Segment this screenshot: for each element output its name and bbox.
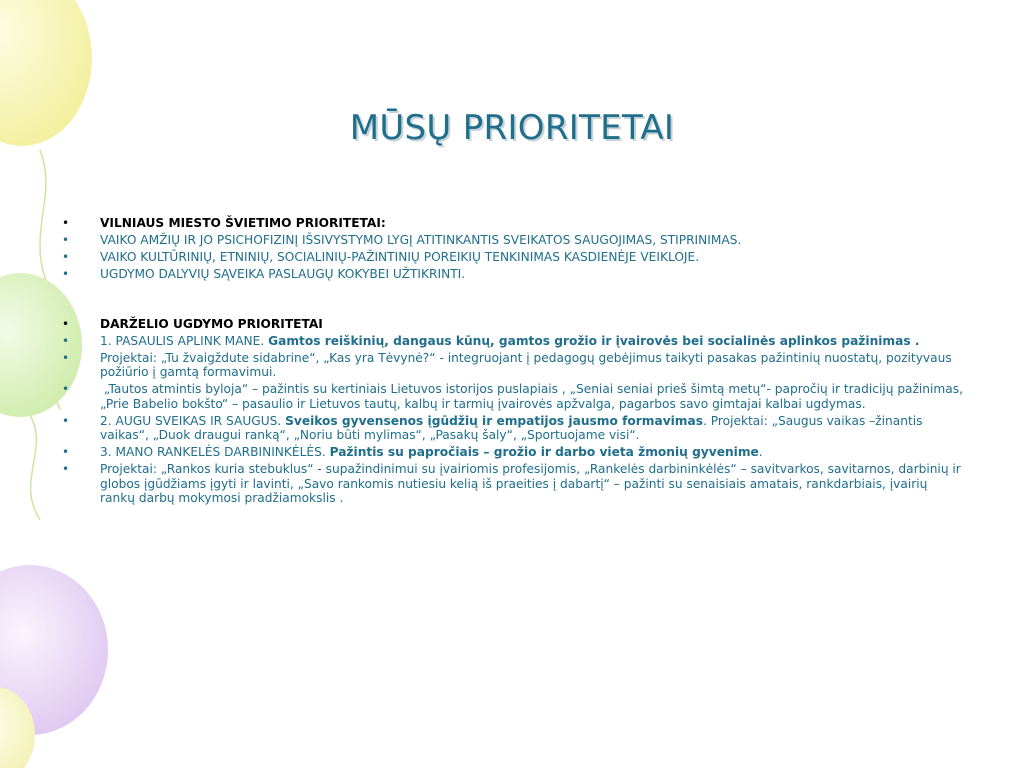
bullet-icon: • [62, 267, 70, 281]
list-item [60, 382, 965, 411]
heading-text: VILNIAUS MIESTO ŠVIETIMO PRIORITETAI: [100, 216, 386, 230]
bullet-icon: • [62, 233, 70, 247]
list-item [60, 351, 965, 380]
list-item [60, 334, 965, 348]
bullet-icon: • [62, 462, 70, 477]
heading-text: DARŽELIO UGDYMO PRIORITETAI [100, 317, 323, 331]
bullet-icon: • [62, 216, 70, 230]
bullet-icon: • [62, 413, 70, 428]
section-heading [60, 216, 965, 230]
item-text: VAIKO AMŽIŲ IR JO PSICHOFIZINĮ IŠSIVYSTYMO LYGĮ ATITINKANTIS SVEIKATOS SAUGOJIMAS, STIPRINIMAS. [100, 233, 742, 247]
section-heading [60, 317, 965, 331]
item-text: Projektai: „Rankos kuria stebuklus“ - supažindinimui su įvairiomis profesijomis, „Rankelės darbininkėlės“ – savitvarkos, savitarnos, darbinių ir globos įgūdžiams įgyti ir lavinti, „Savo rankomis nutiesiu kelią iš praeities į dabartį“ – pažinti su senaisiais amatais, rankdarbiais, įvairių rankų darbų mokymosi pradžiamokslis . [100, 462, 961, 506]
list-item [60, 445, 965, 459]
list-item [60, 462, 965, 505]
list-item [60, 233, 965, 247]
item-lead: 2. AUGU SVEIKAS IR SAUGUS. [100, 413, 286, 428]
list-item [60, 250, 965, 264]
item-text: Projektai: „Tu žvaigždute sidabrine“, „Kas yra Tėvynė?“ - integruojant į pedagogų gebėjimus taikyti pasakas pažintinių nuostatų, pozityvaus požiūrio į gamtą formavimui. [100, 351, 952, 380]
bullet-icon: • [62, 351, 70, 365]
page-title: MŪSŲ PRIORITETAI [349, 108, 675, 148]
bullet-icon: • [62, 382, 70, 397]
bullet-icon: • [62, 334, 70, 348]
item-tail: . Projektai: „Saugus vaikas –žinantis vaikas“, „Duok draugui ranką“, „Noriu būti mylimas“, „Pasakų šaly“, „Sportuojame visi“. [100, 413, 923, 443]
bullet-icon: • [62, 250, 70, 264]
item-lead: 3. MANO RANKELĖS DARBININKĖLĖS. [100, 445, 330, 460]
item-lead: 1. PASAULIS APLINK MANE. [100, 334, 269, 348]
spacer [60, 284, 965, 317]
bullet-icon: • [62, 317, 70, 331]
list-item [60, 267, 965, 281]
item-emphasis: Sveikos gyvensenos įgūdžių ir empatijos jausmo formavimas [285, 413, 703, 428]
balloon-string [30, 415, 40, 520]
list-item [60, 414, 965, 443]
item-tail: . [758, 445, 763, 460]
item-emphasis: Pažintis su papročiais – grožio ir darbo vieta žmonių gyvenime [329, 445, 759, 460]
bullet-icon: • [62, 445, 70, 460]
content-body [60, 216, 965, 508]
item-text: VAIKO KULTŪRINIŲ, ETNINIŲ, SOCIALINIŲ-PAŽINTINIŲ POREIKIŲ TENKINIMAS KASDIENĖJE VEIKLOJE. [100, 250, 700, 264]
item-text: „Tautos atmintis byloja“ – pažintis su kertiniais Lietuvos istorijos puslapiais , „Seniai seniai prieš šimtą metų“- papročių ir tradicijų pažinimas, „Prie Babelio bokšto“ – pasaulio ir Lietuvos tautų, kalbų ir tarmių įvairovės apžvalga, pagarbos savo gimtajai kalbai ugdymas. [100, 382, 967, 411]
item-emphasis: Gamtos reiškinių, dangaus kūnų, gamtos grožio ir įvairovės bei socialinės aplinkos pažinimas . [268, 334, 920, 348]
item-text: UGDYMO DALYVIŲ SĄVEIKA PASLAUGŲ KOKYBEI UŽTIKRINTI. [100, 267, 466, 281]
bullet-list [60, 216, 965, 505]
